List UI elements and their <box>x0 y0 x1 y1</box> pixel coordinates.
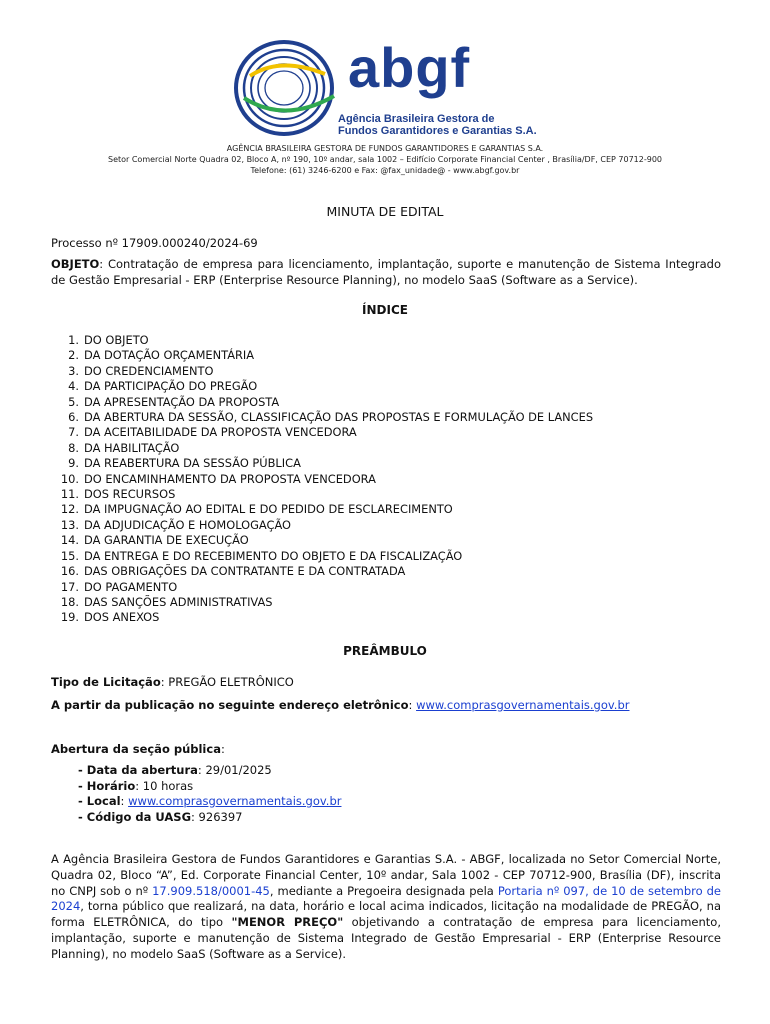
paragraph-text-2: , mediante a Pregoeira designada pela <box>269 883 498 898</box>
logo-subtitle-line2: Fundos Garantidores e Garantias S.A. <box>338 125 537 137</box>
abertura-label: Abertura da seção pública <box>51 742 221 756</box>
paragraph-text-4: objetivando a contratação de empresa para licenciamento, implantação, suporte e manutenção de Sistema Integrado de Gestão Empresarial - ERP (Enterprise Resource Planning), no modelo SaaS (Software as a Service). <box>51 915 721 961</box>
tipo-licitacao <box>51 674 721 690</box>
index-item <box>55 487 735 502</box>
abertura-details <box>78 763 341 825</box>
globe-logo-icon <box>230 36 342 142</box>
index-item <box>55 441 735 456</box>
index-item <box>55 456 735 471</box>
index-item <box>55 580 735 595</box>
preambulo-heading: PREÂMBULO <box>343 644 427 658</box>
index-item <box>55 472 735 487</box>
objeto-text: : Contratação de empresa para licenciamento, implantação, suporte e manutenção de Sistema Integrado de Gestão Empresarial - ERP (Enterprise Resource Planning), no modelo SaaS (Software as a Service). <box>51 257 721 287</box>
index-label: DA ENTREGA E DO RECEBIMENTO DO OBJETO E DA FISCALIZAÇÃO <box>84 548 463 563</box>
objeto-label: OBJETO <box>51 257 100 271</box>
local-link[interactable]: www.comprasgovernamentais.gov.br <box>128 794 342 808</box>
index-item <box>55 425 735 440</box>
index-number: 10. <box>60 471 79 486</box>
index-label: DA REABERTURA DA SESSÃO PÚBLICA <box>84 456 301 471</box>
index-number: 8. <box>68 440 79 455</box>
index-label: DO CREDENCIAMENTO <box>84 363 214 378</box>
index-label: DO OBJETO <box>84 333 149 347</box>
index-label: DO PAGAMENTO <box>84 579 178 594</box>
logo-subtitle-line1: Agência Brasileira Gestora de <box>338 113 495 125</box>
paragraph-text-3: , torna público que realizará, na data, horário e local acima indicados, licitação na modalidade de PREGÃO, na forma ELETRÔNICA, do tipo <box>51 899 721 930</box>
index-label: DAS SANÇÕES ADMINISTRATIVAS <box>84 594 273 609</box>
letterhead-line1: AGÊNCIA BRASILEIRA GESTORA DE FUNDOS GARANTIDORES E GARANTIAS S.A. <box>226 144 544 153</box>
index-number: 13. <box>60 517 79 532</box>
index-label: DA HABILITAÇÃO <box>84 440 180 455</box>
index-label: DAS OBRIGAÇÕES DA CONTRATANTE E DA CONTRATADA <box>84 564 406 579</box>
comprasgov-link[interactable]: www.comprasgovernamentais.gov.br <box>416 698 630 712</box>
index-number: 12. <box>60 502 79 517</box>
index-item <box>55 410 735 425</box>
index-label: DA IMPUGNAÇÃO AO EDITAL E DO PEDIDO DE ESCLARECIMENTO <box>84 502 453 517</box>
index-number: 17. <box>60 579 79 594</box>
index-item <box>55 348 735 363</box>
objeto-paragraph <box>51 256 721 288</box>
index-number: 18. <box>60 594 79 609</box>
preambulo-paragraph <box>51 852 721 963</box>
codigo-uasg <box>78 810 341 826</box>
tipo-menor-preco: "MENOR PREÇO" <box>231 915 344 930</box>
index-item <box>55 518 735 533</box>
index-item <box>55 333 735 348</box>
index-item <box>55 533 735 548</box>
index-item <box>55 549 735 564</box>
index-number: 19. <box>60 610 79 625</box>
index-item <box>55 502 735 517</box>
index-label: DA PARTICIPAÇÃO DO PREGÃO <box>84 379 258 394</box>
local-label: - Local <box>78 794 121 808</box>
uasg-value: : 926397 <box>191 809 243 824</box>
index-heading: ÍNDICE <box>362 303 408 317</box>
publicacao-sep: : <box>408 698 417 712</box>
paragraph-text-1: A Agência Brasileira Gestora de Fundos Garantidores e Garantias S.A. - ABGF, localizada no Setor Comercial Norte, Quadra 02, Bloco “A”, Ed. Corporate Financial Center, 10º andar, Sala 1002 - CEP 70712-900, Brasília (DF), inscrita no CNPJ sob o nº <box>51 852 721 898</box>
abertura-sep: : <box>220 742 225 756</box>
data-value: : 29/01/2025 <box>197 763 272 777</box>
horario-label: - Horário <box>78 778 136 793</box>
abgf-logo <box>230 36 540 142</box>
index-number: 11. <box>60 487 79 502</box>
index-number: 6. <box>68 410 79 425</box>
index-item <box>55 610 735 625</box>
letterhead-line2: Setor Comercial Norte Quadra 02, Bloco A, nº 190, 10º andar, sala 1002 – Edifício Corporate Financial Center , Brasília/DF, CEP 70712-900 <box>107 155 662 164</box>
index-label: DOS ANEXOS <box>84 610 160 625</box>
index-item <box>55 395 735 410</box>
index-item <box>55 379 735 394</box>
index-number: 7. <box>68 425 79 440</box>
horario <box>78 779 341 795</box>
index-item <box>55 564 735 579</box>
index-label: DA GARANTIA DE EXECUÇÃO <box>84 533 249 548</box>
index-list <box>55 333 735 626</box>
tipo-label: Tipo de Licitação <box>51 675 161 689</box>
index-label: DA APRESENTAÇÃO DA PROPOSTA <box>84 394 280 409</box>
data-label: - Data da abertura <box>78 763 198 777</box>
document-title: MINUTA DE EDITAL <box>326 204 444 219</box>
index-number: 15. <box>60 548 79 563</box>
uasg-label: - Código da UASG <box>78 809 192 824</box>
index-label: DA ABERTURA DA SESSÃO, CLASSIFICAÇÃO DAS PROPOSTAS E FORMULAÇÃO DE LANCES <box>84 410 594 425</box>
index-number: 5. <box>68 394 79 409</box>
index-label: DO ENCAMINHAMENTO DA PROPOSTA VENCEDORA <box>84 471 376 486</box>
portaria-reference: Portaria nº 097, de 10 de setembro de 2024 <box>51 883 722 914</box>
index-number: 4. <box>68 379 79 394</box>
index-number: 14. <box>60 533 79 548</box>
data-abertura <box>78 763 341 779</box>
index-number: 3. <box>68 363 79 378</box>
index-number: 16. <box>60 564 79 579</box>
logo-subtitle <box>338 113 537 137</box>
index-label: DA DOTAÇÃO ORÇAMENTÁRIA <box>84 348 255 363</box>
publicacao-line <box>51 697 721 713</box>
logo-wordmark: abgf <box>348 36 471 99</box>
index-label: DA ACEITABILIDADE DA PROPOSTA VENCEDORA <box>84 425 357 440</box>
index-label: DA ADJUDICAÇÃO E HOMOLOGAÇÃO <box>84 517 292 532</box>
index-label: DOS RECURSOS <box>84 487 176 502</box>
index-number: 2. <box>68 348 79 363</box>
local <box>78 794 341 810</box>
abertura-heading <box>51 741 721 757</box>
processo-number: Processo nº 17909.000240/2024-69 <box>51 236 258 250</box>
index-item <box>55 364 735 379</box>
index-number: 1. <box>68 333 79 347</box>
index-item <box>55 595 735 610</box>
tipo-value: : PREGÃO ELETRÔNICO <box>160 675 294 689</box>
index-number: 9. <box>68 456 79 471</box>
horario-value: : 10 horas <box>135 778 194 793</box>
publicacao-label: A partir da publicação no seguinte endereço eletrônico <box>51 698 409 712</box>
cnpj-number: 17.909.518/0001-45 <box>152 883 270 898</box>
letterhead-line3: Telefone: (61) 3246-6200 e Fax: @fax_unidade@ - www.abgf.gov.br <box>250 166 520 175</box>
local-sep: : <box>120 794 129 808</box>
